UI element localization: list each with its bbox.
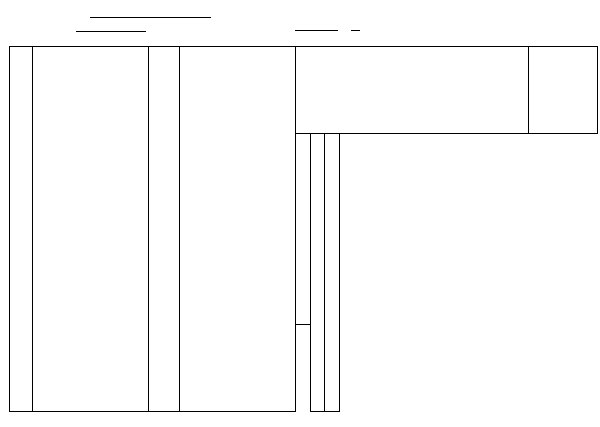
extra-day-mark	[296, 133, 311, 324]
header-days-of-month	[296, 47, 529, 134]
enterprise-line	[90, 17, 211, 18]
header-present	[310, 133, 325, 411]
header-days-group	[528, 47, 597, 134]
header-name	[33, 47, 149, 412]
workshop-line	[76, 31, 146, 32]
header-tab-number	[149, 47, 180, 412]
timesheet-table	[9, 46, 598, 412]
period-year-line	[351, 30, 360, 31]
header-num	[10, 47, 33, 412]
period-month-line	[295, 30, 338, 31]
header-profession	[180, 47, 296, 412]
header-absent	[325, 133, 340, 411]
